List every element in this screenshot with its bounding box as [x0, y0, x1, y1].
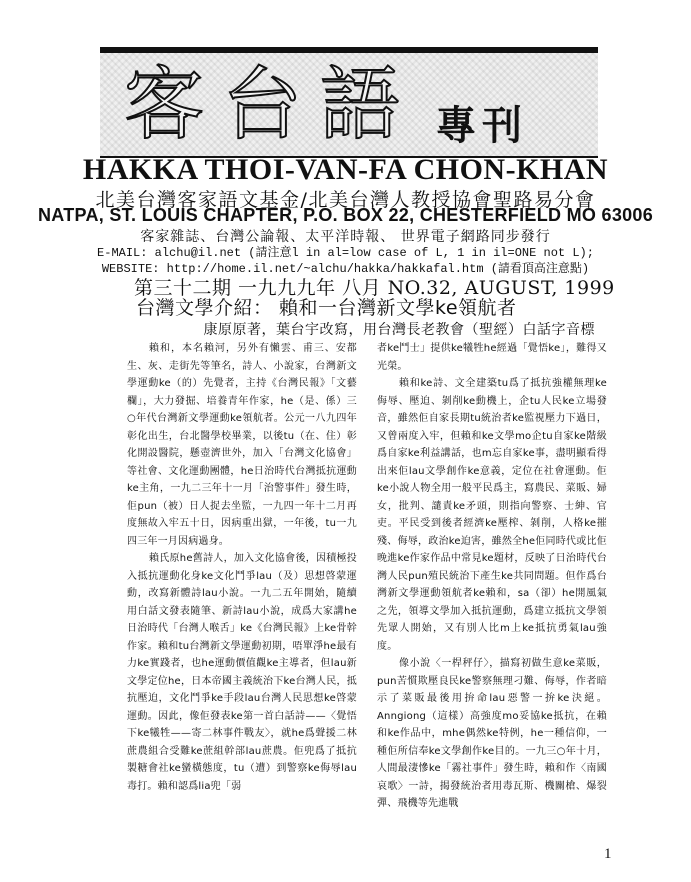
article-title: 台灣文學介紹： 賴和一台灣新文學ke領航者	[136, 297, 517, 319]
masthead-subtitle: 專刊	[436, 102, 528, 149]
email-line: E-MAIL: alchu@il.net (請注意l in al=low case of L, 1 in il=ONE not L);	[97, 246, 594, 260]
issue-line: 第三十二期 一九九九年 八月 NO.32, AUGUST, 1999	[134, 277, 615, 299]
paragraph: 像小說〈一桿秤仔〉，描寫初做生意ke菜販，pun苦慣欺壓良民ke警察無理刁難、侮辱，作者暗示了菜販最後用拚命lau惡警一拚ke決絕。Anngiong（這樣）高強度mo妥協ke抵抗，在賴和ke作品中，mhe偶然ke特例，he一種信仰，一種佢所信奉ke文學創作ke目的。一九三○年十月，人間最淒慘ke「霧社事件」發生時，賴和作〈南國哀歌〉一詩，揭發統治者用毒瓦斯、機關槍、爆裂彈、飛機等先進戰	[377, 658, 607, 809]
paragraph: 者ke鬥士」提供ke犧牲he經過「覺悟ke」，難得又光榮。	[377, 343, 607, 372]
paragraph: 賴氏原he舊詩人，加入文化協會後，因積極投入抵抗運動化身ke文化鬥爭lau（及）思想啓蒙運動，改寫新體詩lau小說。一九二五年開始，隨續用白話文發表隨筆、新詩lau小說，成爲大家講he日治時代「台灣人喉舌」ke《台灣民報》上ke骨幹作家。賴和tu台灣新文學運動初期，唔單淨he最有力ke實踐者，也he運動價值觀ke主導者，但lau新文學定位he，日本帝國主義統治下ke台灣人民，抵抗壓迫，文化鬥爭ke手段lau台灣人民思想ke啓蒙運動。因此，像佢發表ke第一首白話詩——〈覺悟下ke犧牲——寄二林事件戰友〉，就he爲聲援二林蔗農組合受難ke蔗組幹部lau蔗農。佢兜爲了抵抗製糖會社ke蠻橫態度，tu（遭）到警察ke侮辱lau毒打。賴和認爲lia兜「弱	[127, 553, 357, 792]
article-column-right	[377, 340, 607, 813]
publisher-association: 北美台灣客家語文基金/北美台灣人教授協會聖路易分會	[95, 189, 596, 211]
paragraph: 賴和ke詩、文全建築tu爲了抵抗強權無理ke侮辱、壓迫、剝削ke動機上，企tu人民ke立場發音，雖然佢自家長期tu統治者ke監視壓力下過日，又曾兩度入牢，但賴和ke文學mo企tu自家ke階級爲自家ke利益講話，也m忘自家ke事，盡明顯看得出來佢lau文學創作ke意義，定位在社會運動。佢ke小說人物全用一般平民爲主，寫農民、菜販、婦女，批判、譴責ke矛頭，則指向警察、士紳、官吏。平民受到後者經濟ke壓榨、剝削，人格ke摧殘、侮辱，政治ke迫害，雖然全he佢同時代或比佢晚進ke作家作品中常見ke題材，反映了日治時代台灣人民pun殖民統治下產生ke共同問題。但作爲台灣新文學運動領航者ke賴和，sa（卻）he開風氣之先，領導文學加入抵抗運動，爲建立抵抗文學領先眾人開始，又有別人比m上ke抵抗勇氣lau強度。	[377, 378, 607, 652]
syndication-line: 客家雜誌、台灣公論報、太平洋時報、 世界電子網路同步發行	[140, 229, 551, 245]
masthead-banner	[100, 47, 598, 158]
website-line: WEBSITE: http://home.il.net/~alchu/hakka/hakkafal.htm (請看頂高注意點)	[101, 262, 590, 276]
english-title: HAKKA THOI-VAN-FA CHON-KHAN	[82, 153, 609, 186]
paragraph: 賴和，本名賴河，另外有懶雲、甫三、安都生、灰、走街先等筆名，詩人、小說家，台灣新文學運動ke（的）先覺者，主持《台灣民報》「文藝欄」，大力發掘、培養青年作家，he（是、係）三○年代台灣新文學運動ke領航者。公元一八九四年彰化出生，台北醫學校畢業，以後tu（在、住）彰化開設醫院，懸壺濟世外，加入「台灣文化協會」等社會、文化運動團體，he日治時代台灣抵抗運動ke主角，一九二三年十一月「治警事件」發生時，佢pun（被）日人捉去坐監，一九四一年十二月再度無故入牢五十日，因病重出獄，一年後，tu一九四三年一月因病過身。	[127, 343, 357, 547]
article-column-left	[127, 340, 357, 795]
masthead-title: 客台語	[124, 58, 418, 151]
mailing-address: NATPA, ST. LOUIS CHAPTER, P.O. BOX 22, CHESTERFIELD MO 63006	[37, 205, 654, 225]
article-byline: 康原原著，葉台宇改寫，用台灣長老教會（聖經）白話字音標	[203, 322, 595, 338]
page-number: 1	[604, 846, 612, 862]
